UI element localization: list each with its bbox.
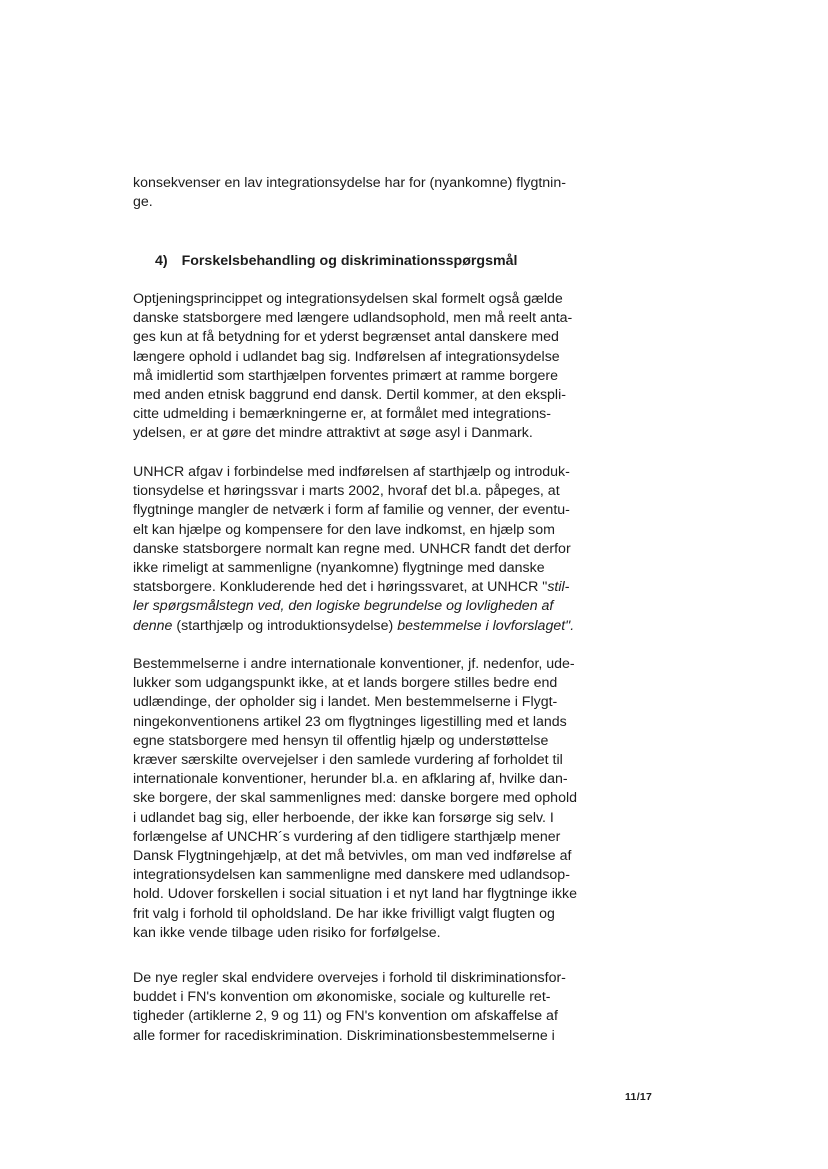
- text-line: lukker som udgangspunkt ikke, at et lands borgere stilles bedre end: [133, 675, 558, 692]
- text-line: tionsydelse et høringssvar i marts 2002, hvoraf det bl.a. påpeges, at: [133, 483, 560, 500]
- text-line: UNHCR afgav i forbindelse med indførelsen af starthjælp og introduk-: [133, 464, 570, 480]
- text-line: ge.: [133, 194, 153, 211]
- text-line: længere ophold i udlandet bag sig. Indførelsen af integrationsydelse: [133, 348, 560, 365]
- text-line: kræver særskilte overvejelser i den samlede vurdering af forholdet til: [133, 752, 563, 769]
- text-line: ydelsen, er at gøre det mindre attraktivt at søge asyl i Danmark.: [133, 425, 533, 442]
- text-segment: (starthjælp og introduktionsydelse): [172, 617, 398, 634]
- quote-segment: stil-: [547, 579, 570, 596]
- text-line: citte udmelding i bemærkningerne er, at formålet med integrations-: [133, 406, 551, 423]
- section-number: 4): [155, 253, 168, 269]
- text-line: tigheder (artiklerne 2, 9 og 11) og FN's konvention om afskaffelse af: [133, 1008, 558, 1025]
- page-number: 11/17: [625, 1091, 653, 1103]
- text-line: med anden etnisk baggrund end dansk. Dertil kommer, at den ekspli-: [133, 387, 566, 404]
- quote-segment: denne: [133, 617, 173, 634]
- section-heading: [155, 253, 517, 269]
- text-line: ges kun at få betydning for et yderst begrænset antal danskere med: [133, 329, 559, 346]
- text-line: Optjeningsprincippet og integrationsydelsen skal formelt også gælde: [133, 291, 563, 307]
- text-line: internationale konventioner, herunder bl.a. en afklaring af, hvilke dan-: [133, 771, 568, 788]
- text-line: må imidlertid som starthjælpen forventes primært at ramme borgere: [133, 367, 558, 384]
- text-line: integrationsydelsen kan sammenligne med danskere med udlandsop-: [133, 867, 570, 884]
- text-line: ske borgere, der skal sammenlignes med: danske borgere med ophold: [133, 790, 577, 807]
- section-title: Forskelsbehandling og diskriminationsspørgsmål: [181, 253, 518, 269]
- text-line: hold. Udover forskellen i social situation i et nyt land har flygtninge ikke: [133, 886, 577, 903]
- text-line: frit valg i forhold til opholdsland. De har ikke frivilligt valgt flugten og: [133, 905, 555, 922]
- text-segment: statsborgere. Konkluderende hed det i høringssvaret, at UNHCR ": [133, 579, 548, 596]
- text-line: i udlandet bag sig, eller herboende, der ikke kan forsørge sig selv. I: [133, 809, 554, 826]
- text-line: Bestemmelserne i andre internationale konventioner, jf. nedenfor, ude-: [133, 656, 575, 672]
- text-line: udlændinge, der opholder sig i landet. Men bestemmelserne i Flygt-: [133, 694, 558, 711]
- text-line: kan ikke vende tilbage uden risiko for forfølgelse.: [133, 924, 441, 941]
- paragraph-4: [133, 969, 593, 1046]
- paragraph-3: [133, 655, 593, 943]
- text-line: konsekvenser en lav integrationsydelse har for (nyankomne) flygtnin-: [133, 175, 566, 191]
- text-line: egne statsborgere med hensyn til offentlig hjælp og understøttelse: [133, 732, 549, 749]
- lead-paragraph: [133, 174, 593, 212]
- text-line: danske statsborgere normalt kan regne med. UNHCR fandt det derfor: [133, 540, 571, 557]
- text-line: danske statsborgere med længere udlandsophold, men må reelt anta-: [133, 310, 573, 327]
- text-line: forlængelse af UNCHR´s vurdering af den tidligere starthjælp mener: [133, 828, 561, 845]
- text-line: buddet i FN's konvention om økonomiske, sociale og kulturelle ret-: [133, 989, 551, 1006]
- text-line: elt kan hjælpe og kompensere for den lave indkomst, en hjælp som: [133, 521, 555, 538]
- paragraph-1: [133, 290, 593, 444]
- text-line: De nye regler skal endvidere overvejes i forhold til diskriminationsfor-: [133, 970, 566, 986]
- quote-segment: bestemmelse i lovforslaget".: [397, 617, 575, 634]
- text-line: [133, 617, 593, 636]
- text-line: flygtninge mangler de netværk i form af familie og venner, der eventu-: [133, 502, 570, 519]
- quote-line: ler spørgsmålstegn ved, den logiske begrundelse og lovligheden af: [133, 598, 554, 615]
- paragraph-2: [133, 463, 593, 636]
- text-line: Dansk Flygtningehjælp, at det må betvivles, om man ved indførelse af: [133, 848, 572, 865]
- text-line: ningekonventionens artikel 23 om flygtninges ligestilling med et lands: [133, 713, 567, 730]
- text-line: alle former for racediskrimination. Diskriminationsbestemmelserne i: [133, 1027, 555, 1044]
- text-line: [133, 578, 593, 597]
- text-line: ikke rimeligt at sammenligne (nyankomne) flygtninge med danske: [133, 560, 545, 577]
